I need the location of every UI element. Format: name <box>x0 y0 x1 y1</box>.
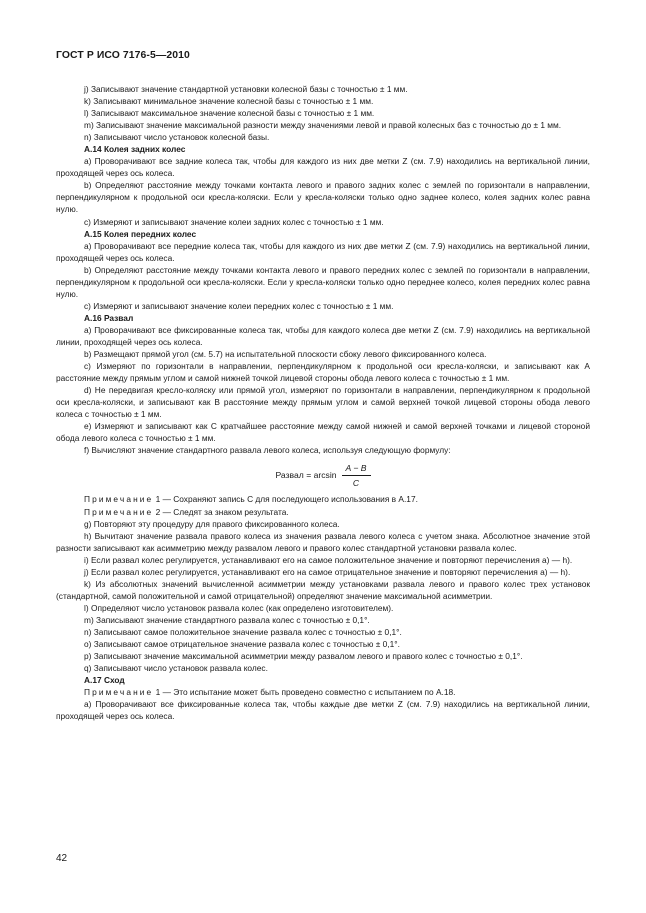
list-paragraph: d) Не передвигая кресло-коляску или прямой угол, измеряют по горизонтали в направлении, перпендикулярном к продольной оси кресла-коляски, и записывают как B расстояние между прямым углом и самой верхней точкой лицевой стороны обода левого колеса с точностью ± 1 мм. <box>56 385 590 420</box>
list-paragraph: c) Измеряют и записывают значение колеи передних колес с точностью ± 1 мм. <box>84 300 394 311</box>
list-paragraph: b) Определяют расстояние между точками контакта левого и правого задних колес с землей по горизонтали в направлении, перпендикулярном к продольной оси кресла-коляски. Если у кресла-коляски только одно заднее колесо, колея задних колес равна нулю. <box>56 180 590 215</box>
note-paragraph <box>56 506 590 518</box>
section-heading: А.17 Сход <box>84 675 125 686</box>
section-heading: А.14 Колея задних колес <box>84 144 186 155</box>
formula-fraction <box>342 462 371 489</box>
list-paragraph: m) Записывают значение стандартного развала колес с точностью ± 0,1°. <box>84 614 370 625</box>
list-paragraph: l) Записывают максимальное значение колесной базы с точностью ± 1 мм. <box>84 108 375 119</box>
note-text: 1 — Это испытание может быть проведено совместно с испытанием по А.18. <box>153 687 456 698</box>
list-paragraph: k) Из абсолютных значений вычисленной асимметрии между установками развала левого и правого колес трех установок (стандартной, самой положительной и самой отрицательной) определяют значение максимальной асимметрии. <box>56 578 590 601</box>
list-paragraph: n) Записывают самое положительное значение развала колес с точностью ± 0,1°. <box>84 626 402 637</box>
list-paragraph: c) Измеряют и записывают значение колеи задних колес с точностью ± 1 мм. <box>84 216 384 227</box>
list-paragraph: l) Определяют число установок развала колес (как определено изготовителем). <box>84 602 394 613</box>
list-paragraph: b) Размещают прямой угол (см. 5.7) на испытательной плоскости сбоку левого фиксированного колеса. <box>84 349 487 360</box>
formula-lhs: Развал = arcsin <box>275 470 337 481</box>
section-heading: А.15 Колея передних колес <box>84 228 197 239</box>
list-paragraph: p) Записывают значение максимальной асимметрии между развалом левого и правого колес с точностью ± 0,1°. <box>84 651 523 662</box>
list-paragraph: n) Записывают число установок колесной базы. <box>84 132 270 143</box>
list-paragraph: a) Проворачивают все передние колеса так, чтобы для каждого из них две метки Z (см. 7.9) находились на вертикальной линии, проходящей через ось колеса. <box>56 240 590 263</box>
list-paragraph: a) Проворачивают все фиксированные колеса так, чтобы для каждого колеса две метки Z (см. 7.9) находились на вертикальной линии, проходящей через ось колеса. <box>56 324 590 347</box>
note-label: Примечание <box>84 506 154 517</box>
section-heading: А.16 Развал <box>84 312 134 323</box>
list-paragraph: e) Измеряют и записывают как C кратчайшее расстояние между самой нижней и самой верхней точками и лицевой стороной обода левого колеса с точностью ± 1 мм. <box>56 421 590 444</box>
camber-formula <box>56 460 590 490</box>
list-paragraph: a) Проворачивают все задние колеса так, чтобы для каждого из них две метки Z (см. 7.9) находились на вертикальной линии, проходящей через ось колеса. <box>56 156 590 179</box>
list-paragraph: q) Записывают число установок развала колес. <box>84 663 268 674</box>
list-paragraph: b) Определяют расстояние между точками контакта левого и правого передних колес с землей по горизонтали в направлении, перпендикулярном к продольной оси кресла-коляски. Если у кресла-коляски только одно переднее колесо, колея передних колес равна нулю. <box>56 264 590 299</box>
list-paragraph: o) Записывают самое отрицательное значение развала колес с точностью ± 0,1°. <box>84 639 400 650</box>
document-body <box>56 83 590 722</box>
list-paragraph: i) Если развал колес регулируется, устанавливают его на самое положительное значение и повторяют перечисления a) — h). <box>84 554 573 565</box>
formula-denominator: C <box>352 477 360 488</box>
note-text: 2 — Следят за знаком результата. <box>153 506 289 517</box>
note-paragraph <box>56 686 590 698</box>
formula-numerator: A − B <box>342 462 371 476</box>
page-number: 42 <box>56 853 68 864</box>
list-paragraph: a) Проворачивают все фиксированные колеса так, чтобы каждые две метки Z (см. 7.9) находились на вертикальной линии, проходящей через ось колеса. <box>56 699 590 722</box>
list-paragraph: j) Записывают значение стандартной установки колесной базы с точностью ± 1 мм. <box>84 84 408 94</box>
document-header: ГОСТ Р ИСО 7176-5—2010 <box>56 50 190 61</box>
list-paragraph: g) Повторяют эту процедуру для правого фиксированного колеса. <box>84 518 340 529</box>
list-paragraph: m) Записывают значение максимальной разности между значениями левой и правой колесных баз с точностью до ± 1 мм. <box>84 120 562 131</box>
note-text: 1 — Сохраняют запись C для последующего использования в А.17. <box>153 494 418 505</box>
note-label: Примечание <box>84 687 154 698</box>
list-paragraph: j) Если развал колес регулируется, устанавливают его на самое отрицательное значение и повторяют перечисления a) — h). <box>84 566 571 577</box>
note-label: Примечание <box>84 494 154 505</box>
list-paragraph: f) Вычисляют значение стандартного развала левого колеса, используя следующую формулу: <box>84 445 451 456</box>
list-paragraph: c) Измеряют по горизонтали в направлении, перпендикулярном к продольной оси кресла-коляски, и записывают как A расстояние между прямым углом и самой нижней точкой лицевой стороны обода левого колеса с точностью ± 1 мм. <box>56 361 590 384</box>
note-paragraph <box>56 493 590 505</box>
list-paragraph: h) Вычитают значение развала правого колеса из значения развала левого колеса с учетом знака. Абсолютное значение этой разности записывают как асимметрию между развалом левого и правого колес стандартной установки развала колес. <box>56 530 590 553</box>
list-paragraph: k) Записывают минимальное значение колесной базы с точностью ± 1 мм. <box>84 96 374 107</box>
